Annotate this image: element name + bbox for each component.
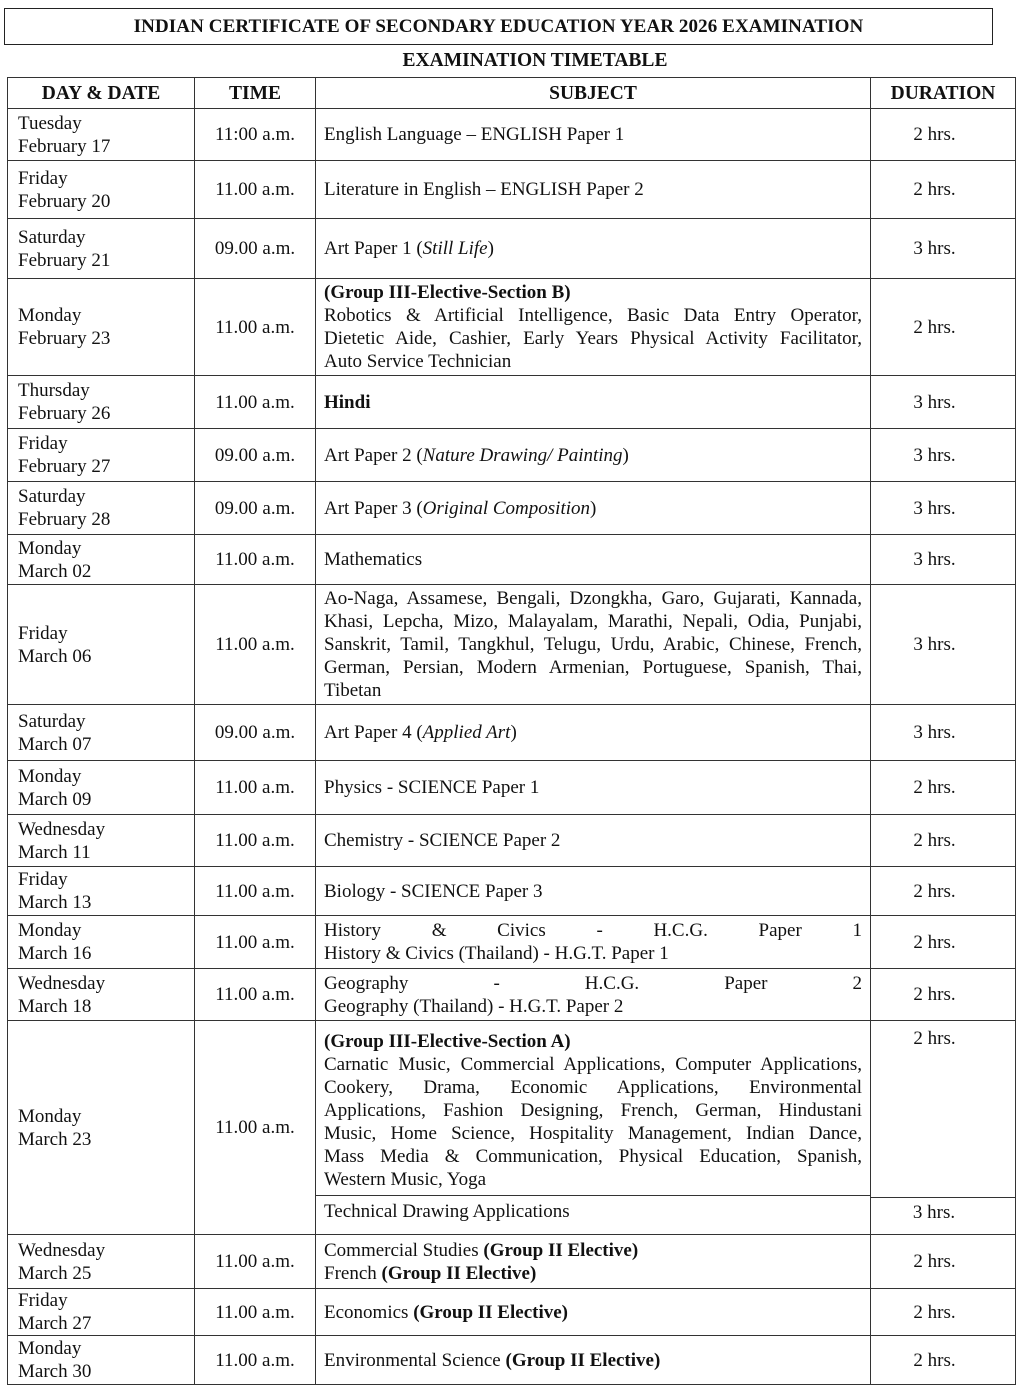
subject-line xyxy=(324,1239,862,1262)
day-date-cell xyxy=(8,1021,195,1235)
subject-cell xyxy=(316,1235,871,1289)
duration-value: 2 hrs. xyxy=(913,931,956,953)
subject-split-row xyxy=(316,1195,870,1225)
day-label: Thursday xyxy=(18,380,90,401)
table-row xyxy=(8,219,1016,279)
day-label: Friday xyxy=(18,869,68,890)
subject-group-heading: (Group III-Elective-Section B) xyxy=(324,282,571,303)
date-label: February 28 xyxy=(18,509,111,530)
time-cell: 11.00 a.m. xyxy=(195,1235,316,1289)
subject-line: Ao-Naga, Assamese, Bengali, Dzongkha, Garo, Gujarati, Kannada, xyxy=(324,588,862,609)
subject-name: French xyxy=(324,1262,382,1284)
day-label: Monday xyxy=(18,537,82,559)
subject-line: Western Music, Yoga xyxy=(324,1169,487,1190)
day-label: Monday xyxy=(18,305,82,326)
table-row xyxy=(8,761,1016,815)
subject-paren: ) xyxy=(622,444,629,466)
duration-value: 2 hrs. xyxy=(913,880,956,902)
subject-group-label: (Group II Elective) xyxy=(505,1349,661,1371)
duration-value: 3 hrs. xyxy=(913,444,956,466)
document-title: INDIAN CERTIFICATE OF SECONDARY EDUCATION YEAR 2026 EXAMINATION xyxy=(4,8,993,45)
subject-name: English Language – ENGLISH Paper 1 xyxy=(324,124,625,145)
day-date-cell xyxy=(8,376,195,429)
subject-cell xyxy=(316,761,871,815)
time-cell: 11:00 a.m. xyxy=(195,109,316,161)
duration-value: 3 hrs. xyxy=(913,238,956,259)
date-label: March 11 xyxy=(18,841,91,863)
column-header-subject: SUBJECT xyxy=(316,78,871,109)
duration-value: 2 hrs. xyxy=(913,1301,956,1323)
subject-group-label: (Group II Elective) xyxy=(413,1301,568,1323)
subject-line: Tibetan xyxy=(324,680,382,701)
duration-cell xyxy=(871,1336,1016,1385)
date-label: March 25 xyxy=(18,1262,92,1284)
subject-line: Khasi, Lepcha, Mizo, Malayalam, Marathi, Nepali, Odia, Punjabi, xyxy=(324,611,862,632)
duration-value: 2 hrs. xyxy=(913,777,956,798)
time-cell: 11.00 a.m. xyxy=(195,161,316,219)
time-cell: 11.00 a.m. xyxy=(195,1021,316,1235)
day-label: Saturday xyxy=(18,486,86,507)
day-label: Monday xyxy=(18,1105,82,1127)
subject-line: History & Civics (Thailand) - H.G.T. Paper 1 xyxy=(324,943,669,964)
day-date-cell xyxy=(8,815,195,867)
subject-name: Environmental Science xyxy=(324,1349,506,1371)
subject-group-label: (Group II Elective) xyxy=(483,1239,639,1261)
time-cell: 11.00 a.m. xyxy=(195,969,316,1021)
duration-value: 2 hrs. xyxy=(913,830,956,851)
day-label: Saturday xyxy=(18,226,86,248)
subject-name: Hindi xyxy=(324,391,371,413)
duration-cell xyxy=(871,1021,1016,1235)
day-date-cell xyxy=(8,279,195,376)
subject-line: Carnatic Music, Commercial Applications, Computer Applications, xyxy=(324,1054,862,1075)
day-label: Wednesday xyxy=(18,818,106,840)
day-date-cell xyxy=(8,1235,195,1289)
day-label: Friday xyxy=(18,622,68,644)
day-date-cell xyxy=(8,482,195,535)
date-label: March 07 xyxy=(18,733,92,755)
time-cell: 11.00 a.m. xyxy=(195,761,316,815)
subject-line: History & Civics - H.C.G. Paper 1 xyxy=(324,920,862,941)
table-row xyxy=(8,482,1016,535)
date-label: March 18 xyxy=(18,995,92,1017)
day-date-cell xyxy=(8,429,195,482)
subject-cell xyxy=(316,109,871,161)
duration-value: 2 hrs. xyxy=(913,984,956,1005)
time-cell: 11.00 a.m. xyxy=(195,535,316,585)
duration-value: 2 hrs. xyxy=(913,1251,956,1272)
subject-line: Music, Home Science, Hospitality Management, Indian Dance, xyxy=(324,1123,862,1144)
duration-value: 3 hrs. xyxy=(913,549,956,570)
subject-cell xyxy=(316,535,871,585)
subject-detail: Nature Drawing/ Painting xyxy=(422,444,623,466)
subject-cell xyxy=(316,279,871,376)
table-row xyxy=(8,1235,1016,1289)
subject-name: Art Paper 3 ( xyxy=(324,497,423,519)
date-label: March 13 xyxy=(18,892,92,913)
date-label: February 23 xyxy=(18,328,111,349)
subject-line: Sanskrit, Tamil, Tangkhul, Telugu, Urdu, Arabic, Chinese, French, xyxy=(324,634,862,655)
date-label: March 16 xyxy=(18,943,92,964)
table-row xyxy=(8,705,1016,761)
time-cell: 09.00 a.m. xyxy=(195,482,316,535)
subject-name: Biology - SCIENCE Paper 3 xyxy=(324,880,543,902)
day-date-cell xyxy=(8,867,195,916)
subject-cell xyxy=(316,376,871,429)
subject-cell xyxy=(316,1289,871,1336)
date-label: March 30 xyxy=(18,1361,92,1382)
date-label: March 27 xyxy=(18,1313,92,1334)
column-header-duration: DURATION xyxy=(871,78,1016,109)
date-label: March 06 xyxy=(18,645,92,667)
column-header-day-date: DAY & DATE xyxy=(8,78,195,109)
day-label: Friday xyxy=(18,1290,68,1311)
date-label: March 23 xyxy=(18,1128,92,1150)
day-date-cell xyxy=(8,969,195,1021)
duration-split-line xyxy=(871,1197,1015,1198)
subject-cell xyxy=(316,969,871,1021)
duration-cell xyxy=(871,429,1016,482)
time-cell: 09.00 a.m. xyxy=(195,219,316,279)
table-row xyxy=(8,867,1016,916)
day-label: Wednesday xyxy=(18,972,106,994)
subject-line: Geography - H.C.G. Paper 2 xyxy=(324,972,862,994)
table-row xyxy=(8,1289,1016,1336)
day-label: Monday xyxy=(18,1338,82,1359)
date-label: March 02 xyxy=(18,560,92,582)
day-label: Friday xyxy=(18,167,68,189)
day-date-cell xyxy=(8,705,195,761)
table-row xyxy=(8,376,1016,429)
subject-cell xyxy=(316,429,871,482)
day-date-cell xyxy=(8,1289,195,1336)
subject-line: Dietetic Aide, Cashier, Early Years Physical Activity Facilitator, xyxy=(324,328,862,349)
time-cell: 09.00 a.m. xyxy=(195,429,316,482)
time-cell: 09.00 a.m. xyxy=(195,705,316,761)
subject-name: Commercial Studies xyxy=(324,1239,484,1261)
subject-line: Applications, Fashion Designing, French, German, Hindustani xyxy=(324,1100,862,1121)
day-date-cell xyxy=(8,109,195,161)
day-date-cell xyxy=(8,161,195,219)
table-row xyxy=(8,535,1016,585)
duration-cell xyxy=(871,916,1016,969)
subject-line xyxy=(324,1301,862,1324)
time-cell: 11.00 a.m. xyxy=(195,585,316,705)
day-label: Friday xyxy=(18,433,68,454)
timetable xyxy=(7,77,1016,1385)
table-row xyxy=(8,969,1016,1021)
subject-name: Art Paper 4 ( xyxy=(324,722,423,743)
time-cell: 11.00 a.m. xyxy=(195,815,316,867)
subject-group-label: (Group II Elective) xyxy=(381,1262,537,1284)
subject-name: Art Paper 1 ( xyxy=(324,238,423,259)
table-row xyxy=(8,429,1016,482)
day-label: Monday xyxy=(18,765,82,787)
table-row xyxy=(8,1021,1016,1235)
table-header-row xyxy=(8,78,1016,109)
date-label: February 21 xyxy=(18,249,111,271)
subject-cell xyxy=(316,161,871,219)
duration-cell xyxy=(871,585,1016,705)
subject-cell xyxy=(316,219,871,279)
subject-paren: ) xyxy=(487,238,494,259)
duration-cell xyxy=(871,761,1016,815)
duration-value: 2 hrs. xyxy=(913,179,956,200)
subject-line: German, Persian, Modern Armenian, Portuguese, Spanish, Thai, xyxy=(324,657,862,678)
subject-name: Mathematics xyxy=(324,549,423,570)
table-row xyxy=(8,109,1016,161)
subject-cell xyxy=(316,705,871,761)
subject-cell xyxy=(316,482,871,535)
subject-cell xyxy=(316,815,871,867)
subject-name: Economics xyxy=(324,1301,414,1323)
duration-cell xyxy=(871,535,1016,585)
subject-group-heading: (Group III-Elective-Section A) xyxy=(324,1031,571,1052)
duration-value: 3 hrs. xyxy=(913,497,956,519)
table-row xyxy=(8,815,1016,867)
day-label: Saturday xyxy=(18,710,86,732)
duration-value-extra: 3 hrs. xyxy=(912,1202,956,1223)
day-label: Monday xyxy=(18,920,82,941)
table-row xyxy=(8,1336,1016,1385)
time-cell: 11.00 a.m. xyxy=(195,916,316,969)
duration-cell xyxy=(871,867,1016,916)
subject-paren: ) xyxy=(510,722,517,743)
table-row xyxy=(8,916,1016,969)
subject-line xyxy=(324,1349,862,1372)
table-row xyxy=(8,161,1016,219)
duration-cell xyxy=(871,161,1016,219)
table-row xyxy=(8,279,1016,376)
subject-detail: Applied Art xyxy=(422,722,511,743)
date-label: March 09 xyxy=(18,788,92,810)
day-label: Wednesday xyxy=(18,1239,106,1261)
duration-value: 3 hrs. xyxy=(913,391,956,413)
subject-name: Art Paper 2 ( xyxy=(324,444,423,466)
subject-cell xyxy=(316,585,871,705)
subject-line xyxy=(324,1262,862,1285)
duration-value: 3 hrs. xyxy=(913,634,956,655)
day-date-cell xyxy=(8,761,195,815)
duration-cell xyxy=(871,109,1016,161)
day-label: Tuesday xyxy=(18,112,82,134)
duration-cell xyxy=(871,815,1016,867)
duration-cell xyxy=(871,705,1016,761)
duration-cell xyxy=(871,1289,1016,1336)
subject-cell xyxy=(316,1336,871,1385)
subject-cell xyxy=(316,1021,871,1235)
subject-cell xyxy=(316,916,871,969)
day-date-cell xyxy=(8,1336,195,1385)
time-cell: 11.00 a.m. xyxy=(195,867,316,916)
subject-line: Auto Service Technician xyxy=(324,351,512,372)
duration-value: 2 hrs. xyxy=(913,124,956,145)
day-date-cell xyxy=(8,535,195,585)
date-label: February 26 xyxy=(18,403,111,424)
subject-line: Cookery, Drama, Economic Applications, Environmental xyxy=(324,1077,862,1098)
duration-cell xyxy=(871,219,1016,279)
duration-cell xyxy=(871,279,1016,376)
duration-cell xyxy=(871,1235,1016,1289)
subject-line: Mass Media & Communication, Physical Education, Spanish, xyxy=(324,1146,862,1167)
day-date-cell xyxy=(8,585,195,705)
time-cell: 11.00 a.m. xyxy=(195,279,316,376)
subject-name: Literature in English – ENGLISH Paper 2 xyxy=(324,179,644,200)
subject-cell xyxy=(316,867,871,916)
date-label: February 17 xyxy=(18,135,111,157)
duration-value: 2 hrs. xyxy=(913,1349,956,1371)
duration-cell xyxy=(871,482,1016,535)
subject-detail: Still Life xyxy=(422,238,488,259)
subject-paren: ) xyxy=(590,497,597,519)
duration-cell xyxy=(871,969,1016,1021)
time-cell: 11.00 a.m. xyxy=(195,376,316,429)
subject-detail: Original Composition xyxy=(422,497,590,519)
time-cell: 11.00 a.m. xyxy=(195,1336,316,1385)
duration-value: 3 hrs. xyxy=(913,722,956,743)
day-date-cell xyxy=(8,219,195,279)
subject-line: Geography (Thailand) - H.G.T. Paper 2 xyxy=(324,995,624,1017)
time-cell: 11.00 a.m. xyxy=(195,1289,316,1336)
subject-name: Technical Drawing Applications xyxy=(324,1201,570,1222)
column-header-time: TIME xyxy=(195,78,316,109)
day-date-cell xyxy=(8,916,195,969)
date-label: February 27 xyxy=(18,456,111,477)
subject-name: Chemistry - SCIENCE Paper 2 xyxy=(324,830,561,851)
duration-cell xyxy=(871,376,1016,429)
duration-value: 2 hrs. xyxy=(913,1028,956,1049)
subject-name: Physics - SCIENCE Paper 1 xyxy=(324,777,540,798)
date-label: February 20 xyxy=(18,190,111,212)
document-subtitle: EXAMINATION TIMETABLE xyxy=(402,50,668,71)
subject-line: Robotics & Artificial Intelligence, Basic Data Entry Operator, xyxy=(324,305,862,326)
duration-value: 2 hrs. xyxy=(913,316,956,338)
table-row xyxy=(8,585,1016,705)
